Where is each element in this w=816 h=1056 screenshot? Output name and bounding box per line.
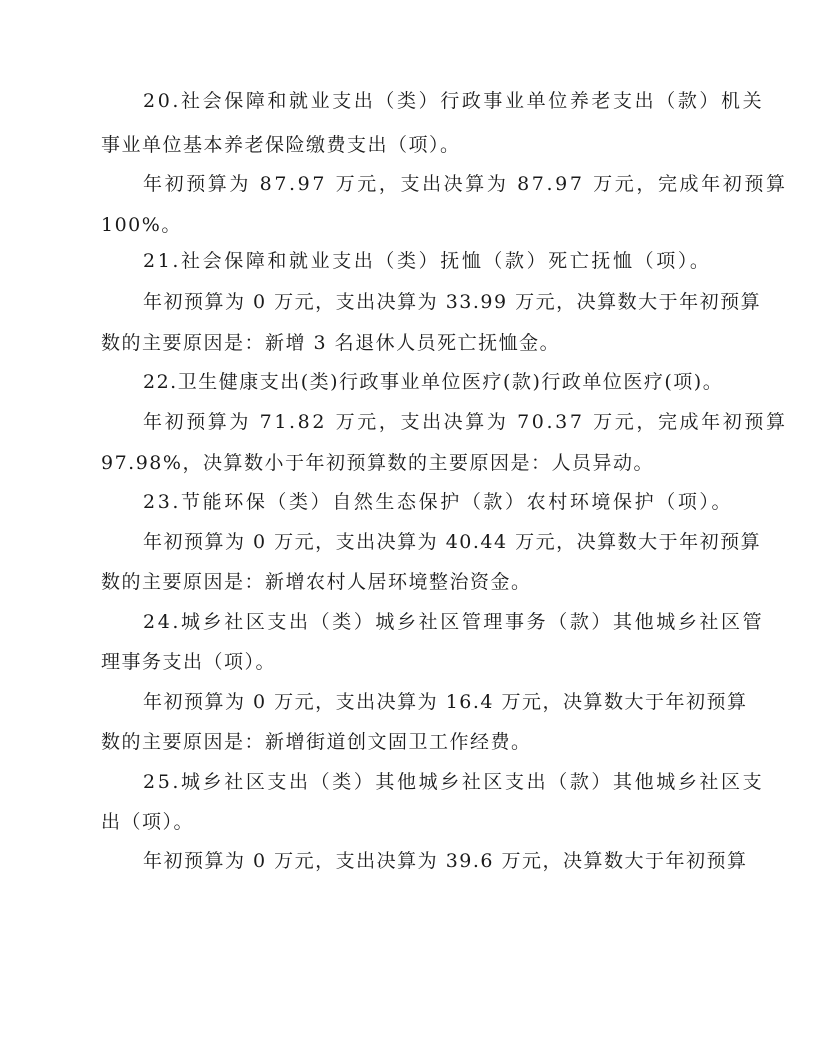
- item-20-budget: 年初预算为 87.97 万元，支出决算为 87.97 万元，完成年初预算: [143, 173, 788, 195]
- item-20-heading: 20.社会保障和就业支出（类）行政事业单位养老支出（款）机关: [143, 90, 765, 112]
- item-22-heading: 22.卫生健康支出(类)行政事业单位医疗(款)行政单位医疗(项)。: [143, 371, 724, 393]
- item-24-heading: 24.城乡社区支出（类）城乡社区管理事务（款）其他城乡社区管: [143, 611, 765, 633]
- item-24-budget-cont: 数的主要原因是：新增街道创文固卫工作经费。: [101, 731, 532, 753]
- item-20-heading-cont: 事业单位基本养老保险缴费支出（项）。: [101, 134, 461, 156]
- item-22-budget: 年初预算为 71.82 万元，支出决算为 70.37 万元，完成年初预算: [143, 411, 788, 433]
- item-23-heading: 23.节能环保（类）自然生态保护（款）农村环境保护（项）。: [143, 491, 734, 513]
- item-25-heading: 25.城乡社区支出（类）其他城乡社区支出（款）其他城乡社区支: [143, 771, 765, 793]
- item-20-budget-cont: 100%。: [101, 214, 182, 236]
- item-24-heading-cont: 理事务支出（项）。: [101, 651, 277, 673]
- item-21-budget: 年初预算为 0 万元，支出决算为 33.99 万元，决算数大于年初预算: [143, 291, 762, 313]
- item-23-budget-cont: 数的主要原因是：新增农村人居环境整治资金。: [101, 571, 532, 593]
- item-25-heading-cont: 出（项）。: [101, 811, 195, 833]
- item-21-heading: 21.社会保障和就业支出（类）抚恤（款）死亡抚恤（项）。: [143, 250, 712, 272]
- item-23-budget: 年初预算为 0 万元，支出决算为 40.44 万元，决算数大于年初预算: [143, 531, 762, 553]
- item-24-budget: 年初预算为 0 万元，支出决算为 16.4 万元，决算数大于年初预算: [143, 691, 748, 713]
- item-22-budget-cont: 97.98%，决算数小于年初预算数的主要原因是：人员异动。: [101, 452, 654, 474]
- item-25-budget: 年初预算为 0 万元，支出决算为 39.6 万元，决算数大于年初预算: [143, 850, 748, 872]
- item-21-budget-cont: 数的主要原因是：新增 3 名退休人员死亡抚恤金。: [101, 332, 561, 354]
